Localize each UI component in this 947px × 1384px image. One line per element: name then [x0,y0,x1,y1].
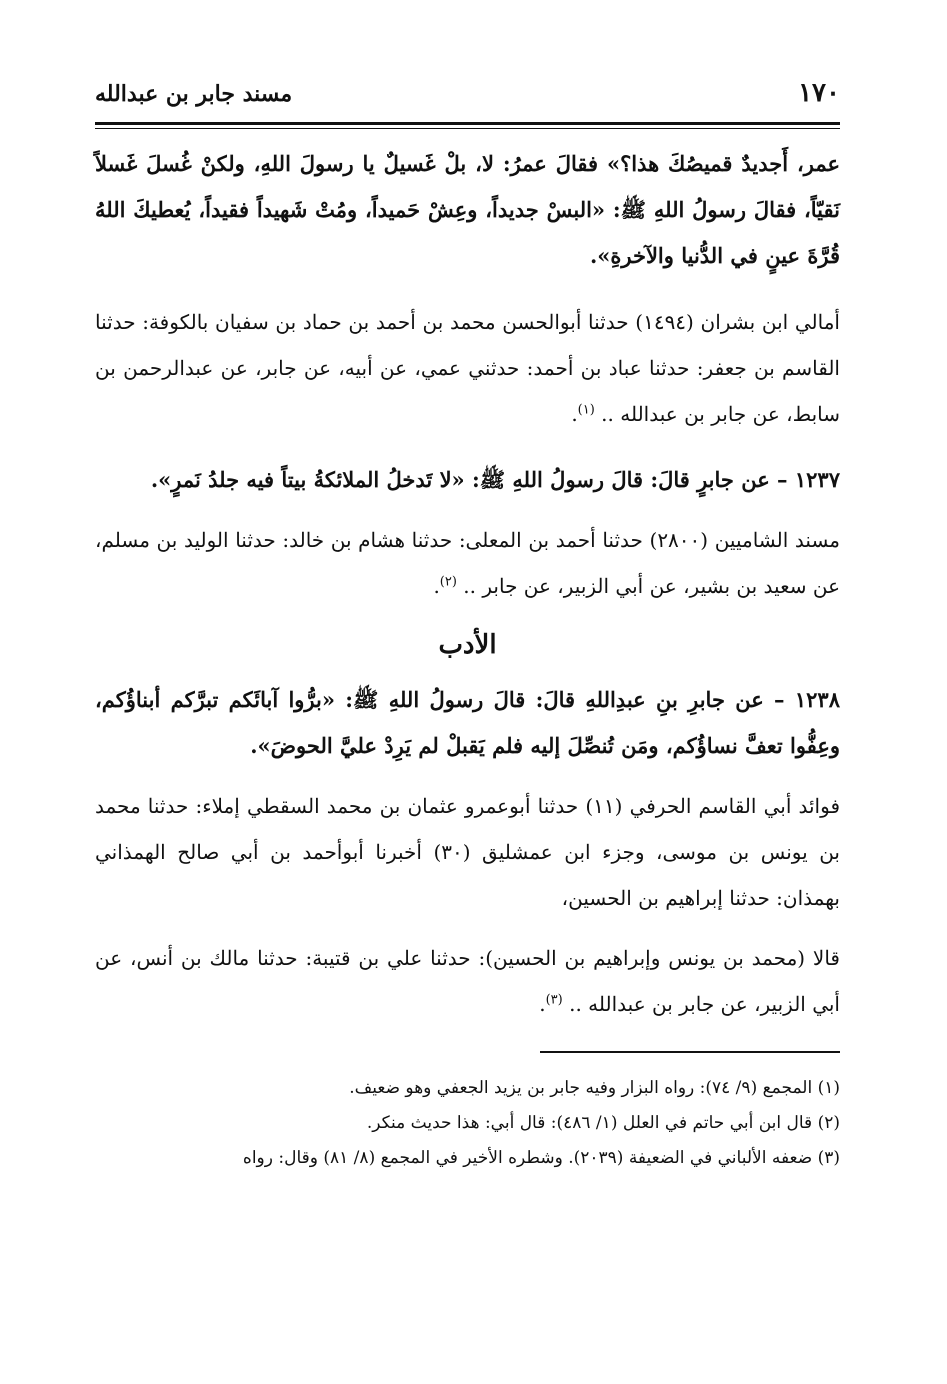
hadith-continuation: عمر، أَجديدٌ قميصُكَ هذا؟» فقالَ عمرُ: لا، بلْ غَسيلٌ يا رسولَ اللهِ، ولكنْ غُسلَ غَسلاً نَقيّاً، فقالَ رسولُ اللهِ ﷺ: «البسْ جديداً، وعِشْ حَميداً، ومُتْ شَهيداً فقيداً، يُعطيكَ اللهُ قُرَّةَ عينٍ في الدُّنيا والآخرةِ». [95,151,840,268]
hadith-1237: ١٢٣٧ – عن جابرٍ قالَ: قالَ رسولُ اللهِ ﷺ: «لا تَدخلُ الملائكةُ بيتاً فيه جلدُ نَمرٍ». [150,467,840,492]
source-text: قالا (محمد بن يونس وإبراهيم بن الحسين): حدثنا علي بن قتيبة: حدثنا مالك بن أنس، عن أبي الزبير، عن جابر بن عبدالله .. [95,946,840,1016]
footnote-2: (٢) قال ابن أبي حاتم في العلل (١/ ٤٨٦): قال أبي: هذا حديث منكر. [366,1113,840,1133]
source-paragraph: فوائد أبي القاسم الحرفي (١١) حدثنا أبوعمرو عثمان بن محمد السقطي إملاء: حدثنا محمد بن يونس بن موسى، وجزء ابن عمشليق (٣٠) أخبرنا أبوأحمد بن أبي صالح الهمذاني بهمذان: حدثنا إبراهيم بن الحسين، [95,794,841,910]
footnote-ref[interactable]: (٣) [545,992,563,1008]
footnote-3: (٣) ضعفه الألباني في الضعيفة (٢٠٣٩). وشطره الأخير في المجمع (٨/ ٨١) وقال: رواه [242,1148,840,1168]
source-paragraph [95,517,840,609]
header-rule-thick [95,122,840,125]
footnote-ref[interactable]: (١) [577,402,595,418]
book-page [95,78,840,1176]
source-paragraph [95,935,840,1027]
footnote-ref[interactable]: (٢) [439,574,457,590]
source-paragraph [95,299,840,437]
footnote-1: (١) المجمع (٩/ ٧٤): رواه البزار وفيه جابر بن يزيد الجعفي وهو ضعيف. [349,1078,840,1098]
source-text: مسند الشاميين (٢٨٠٠) حدثنا أحمد بن المعلى: حدثنا هشام بن خالد: حدثنا الوليد بن مسلم، عن سعيد بن بشير، عن أبي الزبير، عن جابر .. [95,528,840,598]
page-header [95,78,840,120]
period: . [433,574,440,598]
section-title: الأدب [438,630,497,660]
page-body [95,141,840,1027]
source-text: أمالي ابن بشران (١٤٩٤) حدثنا أبوالحسن محمد بن أحمد بن حماد بن سفيان بالكوفة: حدثنا القاسم بن جعفر: حدثنا عباد بن أحمد: حدثني عمي، عن أبيه، عن جابر، عن عبدالرحمن بن سابط، عن جابر بن عبدالله .. [95,310,840,426]
running-title: مسند جابر بن عبدالله [95,81,293,107]
period: . [571,402,578,426]
footnote-separator [540,1051,840,1053]
header-rule-thin [95,128,840,129]
page-number: ١٧٠ [798,78,840,108]
hadith-1238: ١٢٣٨ – عن جابرِ بنِ عبدِاللهِ قالَ: قالَ رسولُ اللهِ ﷺ: «برُّوا آبائَكم تبرَّكم أبناؤُكم، وعِفُّوا تعفَّ نساؤُكم، ومَن تُنصِّلَ إليه فلم يَقبلْ لم يَرِدْ عليَّ الحوضَ». [95,687,840,758]
period: . [539,992,546,1016]
footnotes [95,1071,840,1176]
